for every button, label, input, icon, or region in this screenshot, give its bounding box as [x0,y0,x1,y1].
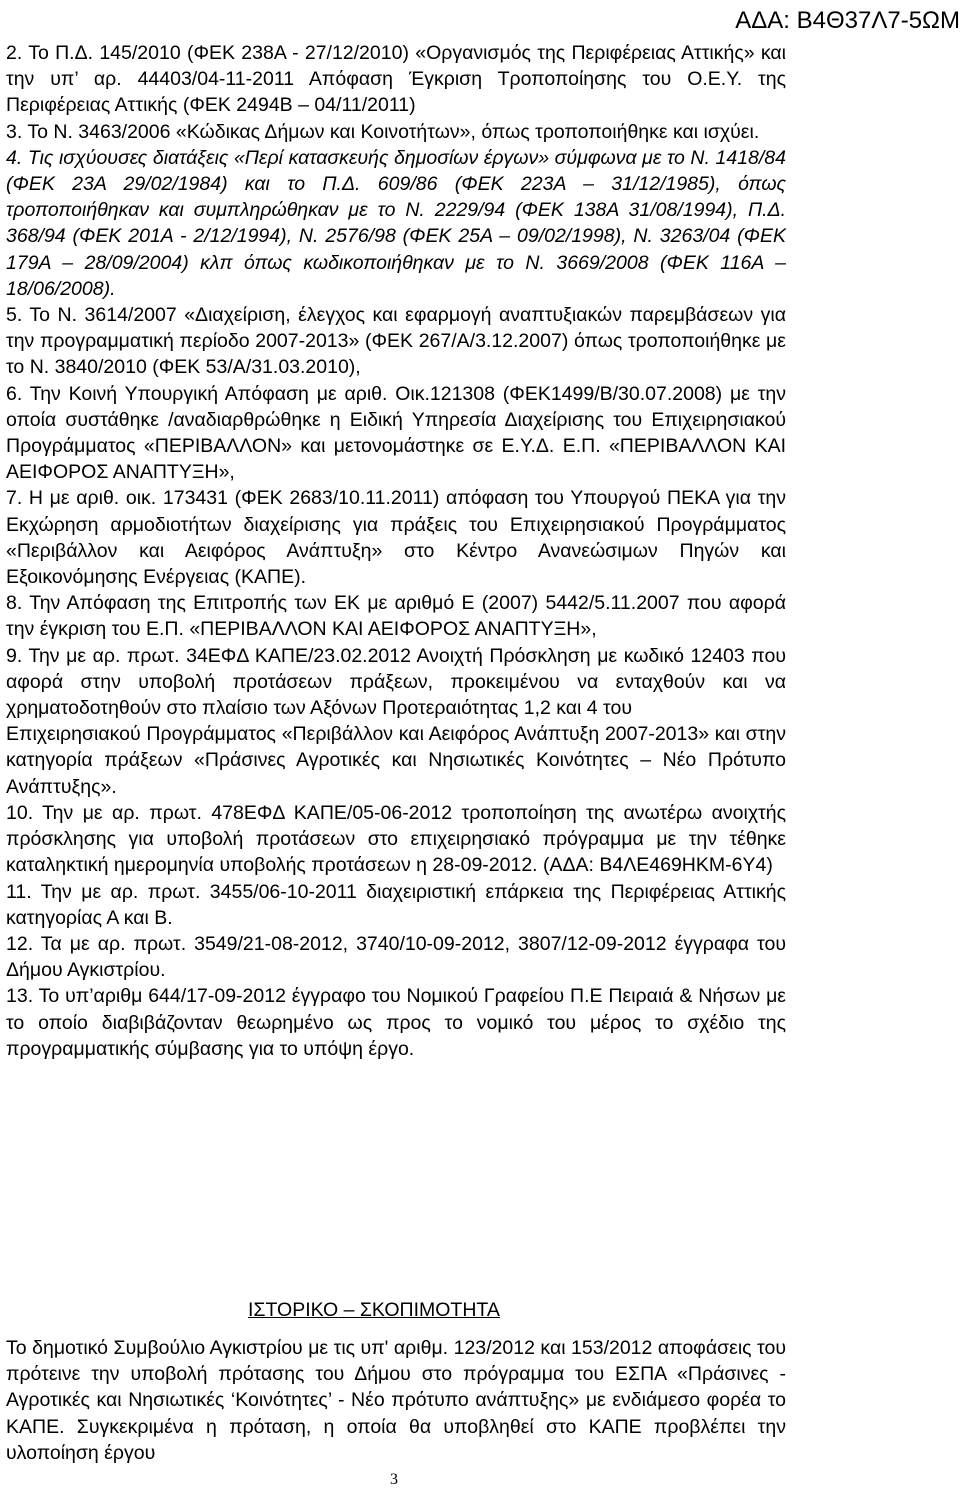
ada-code: ΑΔΑ: Β4Θ37Λ7-5ΩΜ [735,7,960,34]
list-item-4: 4. Τις ισχύουσες διατάξεις «Περί κατασκευής δημοσίων έργων» σύμφωνα με το Ν. 1418/84 (ΦΕΚ 23Α 29/02/1984) και το Π.Δ. 609/86 (ΦΕΚ 223Α – 31/12/1985), όπως τροποποιήθηκαν και συμπληρώθηκαν με το Ν. 2229/94 (ΦΕΚ 138Α 31/08/1994), Π.Δ. 368/94 (ΦΕΚ 201Α - 2/12/1994), Ν. 2576/98 (ΦΕΚ 25Α – 09/02/1998), Ν. 3263/04 (ΦΕΚ 179Α – 28/09/2004) κλπ όπως κωδικοποιήθηκαν με το Ν. 3669/2008 (ΦΕΚ 116Α – 18/06/2008). [6,146,786,300]
section-heading: ΙΣΤΟΡΙΚΟ – ΣΚΟΠΙΜΟΤΗΤΑ [248,1299,500,1321]
list-item-3: 3. Το Ν. 3463/2006 «Κώδικας Δήμων και Κοινοτήτων», όπως τροποποιήθηκε και ισχύει. [6,120,760,143]
list-item-13: 13. Το υπ’αριθμ 644/17-09-2012 έγγραφο του Νομικού Γραφείου Π.Ε Πειραιά & Νήσων με το οποίο διαβιβάζονταν θεωρημένο ως προς το νομικό του μέρος το σχέδιο της προγραμματικής σύμβασης για το υπόψη έργο. [6,985,786,1060]
list-item-10: 10. Την με αρ. πρωτ. 478ΕΦΔ ΚΑΠΕ/05-06-2012 τροποποίηση της ανωτέρω ανοιχτής πρόσκλησης για υποβολή προτάσεων στο επιχειρησιακό πρόγραμμα με την τέθηκε καταληκτική ημερομηνία υποβολής προτάσεων η 28-09-2012. (ΑΔΑ: Β4ΛΕ469ΗΚΜ-6Υ4) [6,801,786,877]
list-item-9-continued: Επιχειρησιακού Προγράμματος «Περιβάλλον και Αειφόρος Ανάπτυξη 2007-2013» και στην κατηγορία πράξεων «Πράσινες Αγροτικές και Νησιωτικές Κοινότητες – Νέο Πρότυπο Ανάπτυξης». [6,723,786,798]
page-number: 3 [390,1471,398,1488]
history-paragraph-wrapper [6,1335,786,1466]
list-item-12: 12. Τα με αρ. πρωτ. 3549/21-08-2012, 3740/10-09-2012, 3807/12-09-2012 έγγραφα του Δήμου Αγκιστρίου. [6,932,786,982]
list-item-6: 6. Την Κοινή Υπουργική Απόφαση με αριθ. Οικ.121308 (ΦΕΚ1499/Β/30.07.2008) με την οποία συστάθηκε /αναδιαρθρώθηκε η Ειδική Υπηρεσία Διαχείρισης του Επιχειρησιακού Προγράμματος «ΠΕΡΙΒΑΛΛΟΝ» και μετονομάστηκε σε Ε.Υ.Δ. Ε.Π. «ΠΕΡΙΒΑΛΛΟΝ ΚΑΙ ΑΕΙΦΟΡΟΣ ΑΝΑΠΤΥΞΗ», [6,382,786,484]
list-item-2: 2. Το Π.Δ. 145/2010 (ΦΕΚ 238Α - 27/12/2010) «Οργανισμός της Περιφέρειας Αττικής» και την υπ’ αρ. 44403/04-11-2011 Απόφαση Έγκριση Τροποποίησης του Ο.Ε.Υ. της Περιφέρειας Αττικής (ΦΕΚ 2494Β – 04/11/2011) [6,42,786,117]
history-paragraph: Το δημοτικό Συμβούλιο Αγκιστρίου με τις υπ' αριθμ. 123/2012 και 153/2012 αποφάσεις του πρότεινε την υποβολή πρότασης του Δήμου στο πρόγραμμα του ΕΣΠΑ «Πράσινες - Αγροτικές και Νησιωτικές ‘Κοινότητες’ - Νέο πρότυπο ανάπτυξης» με ενδιάμεσο φορέα το ΚΑΠΕ. Συγκεκριμένα η πρόταση, η οποία θα υποβληθεί στο ΚΑΠΕ προβλέπει την υλοποίηση έργου [6,1337,786,1464]
list-item-7: 7. Η με αριθ. οικ. 173431 (ΦΕΚ 2683/10.11.2011) απόφαση του Υπουργού ΠΕΚΑ για την Εκχώρηση αρμοδιοτήτων διαχείρισης για πράξεις του Επιχειρησιακού Προγράμματος «Περιβάλλον και Αειφόρος Ανάπτυξη» στο Κέντρο Ανανεώσιμων Πηγών και Εξοικονόμησης Ενέργειας (ΚΑΠΕ). [6,487,786,589]
list-item-5: 5. Το Ν. 3614/2007 «Διαχείριση, έλεγχος και εφαρμογή αναπτυξιακών παρεμβάσεων για την προγραμματική περίοδο 2007-2013» (ΦΕΚ 267/Α/3.12.2007) όπως τροποποιήθηκε με το Ν. 3840/2010 (ΦΕΚ 53/Α/31.03.2010), [6,304,786,379]
legal-basis-list [6,40,786,1062]
list-item-9: 9. Την με αρ. πρωτ. 34ΕΦΔ ΚΑΠΕ/23.02.2012 Ανοιχτή Πρόσκληση με κωδικό 12403 που αφορά στην υποβολή προτάσεων πράξεων, προκειμένου να ενταχθούν και να χρηματοδοτηθούν στο πλαίσιο των Αξόνων Προτεραιότητας 1,2 και 4 του [6,644,786,720]
list-item-8: 8. Την Απόφαση της Επιτροπής των ΕΚ με αριθμό Ε (2007) 5442/5.11.2007 που αφορά την έγκριση του Ε.Π. «ΠΕΡΙΒΑΛΛΟΝ ΚΑΙ ΑΕΙΦΟΡΟΣ ΑΝΑΠΤΥΞΗ», [6,592,786,641]
list-item-11: 11. Την με αρ. πρωτ. 3455/06-10-2011 διαχειριστική επάρκεια της Περιφέρειας Αττικής κατηγορίας Α και Β. [6,880,786,929]
